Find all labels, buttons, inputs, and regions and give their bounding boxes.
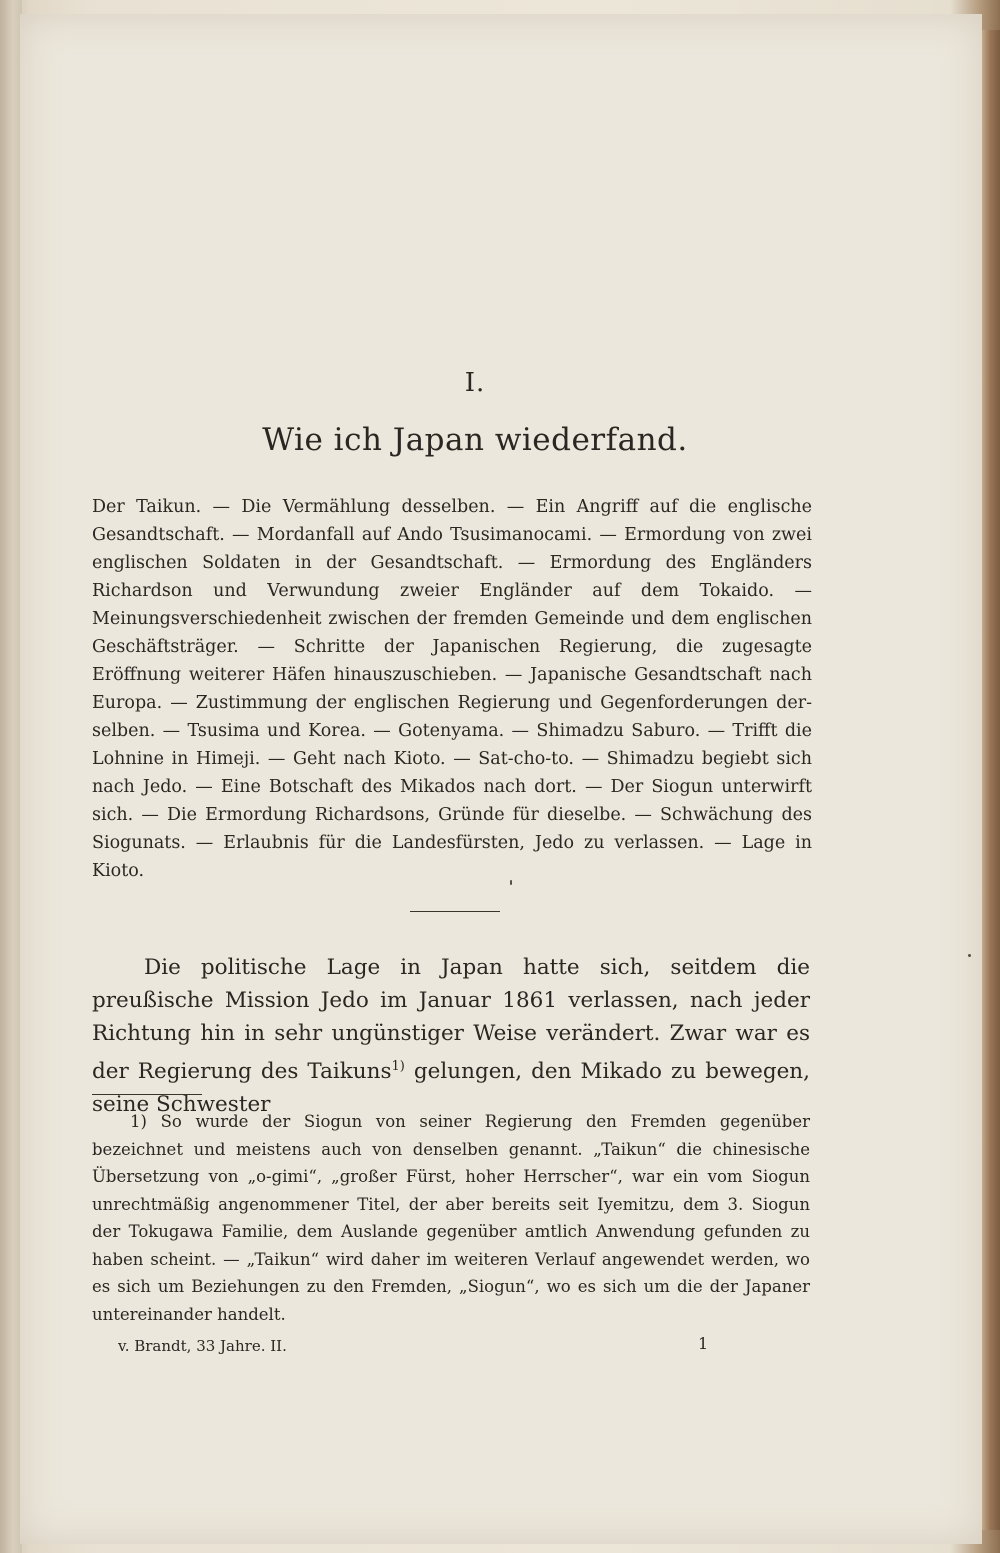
paper-speck [510, 880, 512, 885]
paper-speck [968, 954, 971, 957]
footnote: 1) So wurde der Siogun von seiner Regierung den Fremden gegenüber bezeichnet und meistens auch von denselben genannt. „Taikun“ die chinesische Übersetzung von „o-gimi“, „großer Fürst, hoher Herrscher“, war ein vom Siogun unrechtmäßig angenommener Titel, der aber bereits seit Iyemitzu, dem 3. Siogun der Tokugawa Familie, dem Auslande gegenüber amtlich Anwendung gefunden zu haben scheint. — „Taikun“ wird daher im weiteren Verlauf angewendet werden, wo es sich um Beziehungen zu den Fremden, „Siogun“, wo es sich um die der Japaner untereinander handelt. [92, 1112, 810, 1324]
body-text-before-note: Die politische Lage in Japan hatte sich, seitdem die preußische Mission Jedo im Januar 1861 verlassen, nach jeder Richtung hin in sehr ungünstiger Weise verändert. Zwar war es der Regierung des Taikuns [92, 955, 810, 1085]
chapter-summary: Der Taikun. — Die Vermählung desselben. — Ein Angriff auf die englische Gesandtschaft. — Mordanfall auf Ando Tsusimanocami. — Ermordung von zwei englischen Soldaten in der Gesandtschaft. — Ermordung des Engländers Richardson und Verwundung zweier Engländer auf dem Tokaido. — Meinungsverschiedenheit zwischen der fremden Gemeinde und dem englischen Geschäftsträger. — Schritte der Japanischen Regierung, die zugesagte Eröffnung weiterer Häfen hinauszuschieben. — Japanische Gesandtschaft nach Europa. — Zustimmung der englischen Regierung und Gegenforderungen derselben. — Tsusima und Korea. — Gotenyama. — Shimadzu Saburo. — Trifft die Lohnine in Himeji. — Geht nach Kioto. — Sat-cho-to. — Shimadzu begiebt sich nach Jedo. — Eine Botschaft des Mikados nach dort. — Der Siogun unterwirft sich. — Die Ermordung Richardsons, Gründe für dieselbe. — Schwächung des Siogunats. — Erlaubnis für die Landesfürsten, Jedo zu verlassen. — Lage in Kioto. [92, 497, 812, 881]
chapter-number: I. [464, 368, 486, 398]
printer-signature: v. Brandt, 33 Jahre. II. [118, 1337, 287, 1355]
section-divider [410, 911, 500, 912]
left-page-edge [0, 0, 22, 1553]
page-number: 1 [698, 1334, 709, 1353]
body-text-after-note: gelungen, den Mikado zu bewegen, seine Schwester [92, 1059, 810, 1118]
body-paragraph [92, 951, 810, 1121]
page [20, 14, 982, 1544]
book-cover-edge [980, 30, 1000, 1530]
footnote-reference: 1) [391, 1059, 405, 1074]
chapter-title: Wie ich Japan wiederfand. [262, 422, 688, 458]
footnote-rule [92, 1094, 202, 1095]
